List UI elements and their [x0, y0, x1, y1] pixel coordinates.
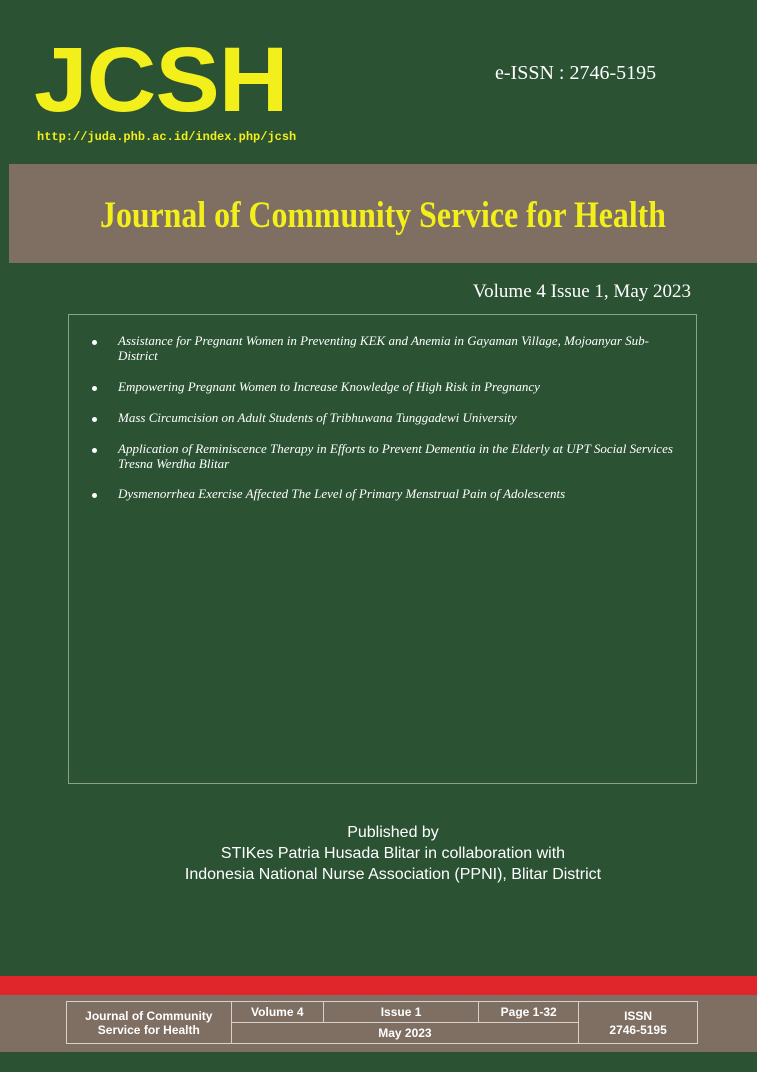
footer-pages: Page 1-32 [479, 1002, 579, 1023]
article-title: Empowering Pregnant Women to Increase Knowledge of High Risk in Pregnancy [118, 379, 540, 394]
bullet-icon [92, 417, 97, 422]
publisher-association: Indonesia National Nurse Association (PPNI), Blitar District [184, 866, 602, 883]
article-title: Mass Circumcision on Adult Students of Tribhuwana Tunggadewi University [118, 410, 517, 425]
article-title: Application of Reminiscence Therapy in Efforts to Prevent Dementia in the Elderly at UPT Social Services Tresna Werdha Blitar [118, 441, 673, 471]
article-item [118, 410, 678, 425]
footer-issn-value: 2746-5195 [609, 1022, 667, 1037]
footer-journal-name: Journal of Community Service for Health [67, 1002, 232, 1044]
journal-url[interactable]: http://juda.phb.ac.id/index.php/jcsh [37, 130, 297, 144]
article-title: Dysmenorrhea Exercise Affected The Level of Primary Menstrual Pain of Adolescents [118, 486, 566, 501]
bullet-icon [92, 493, 97, 498]
journal-title: Journal of Community Service for Health [100, 195, 666, 236]
red-stripe [0, 976, 757, 995]
footer-info-table [66, 1001, 698, 1044]
publisher-institution: STIKes Patria Husada Blitar in collaboration with [220, 845, 566, 862]
article-item [118, 333, 678, 363]
publisher-heading: Published by [347, 824, 439, 841]
footer-issn-label: ISSN [624, 1008, 653, 1023]
eissn-label: e-ISSN : 2746-5195 [495, 62, 657, 84]
article-item [118, 379, 678, 394]
publisher-block [0, 822, 757, 885]
footer-issn [579, 1002, 698, 1044]
bullet-icon [92, 448, 97, 453]
article-title: Assistance for Pregnant Women in Preventing KEK and Anemia in Gayaman Village, Mojoanyar Sub-District [118, 333, 650, 363]
article-item [118, 486, 678, 501]
table-of-contents [68, 314, 697, 784]
title-band [9, 164, 757, 263]
bullet-icon [92, 386, 97, 391]
journal-logo: JCSH [34, 29, 288, 131]
footer-issue: Issue 1 [323, 1002, 478, 1023]
footer-date: May 2023 [231, 1023, 579, 1044]
article-item [118, 441, 678, 471]
volume-issue-date: Volume 4 Issue 1, May 2023 [472, 281, 691, 302]
bullet-icon [92, 340, 97, 345]
footer-volume: Volume 4 [231, 1002, 323, 1023]
